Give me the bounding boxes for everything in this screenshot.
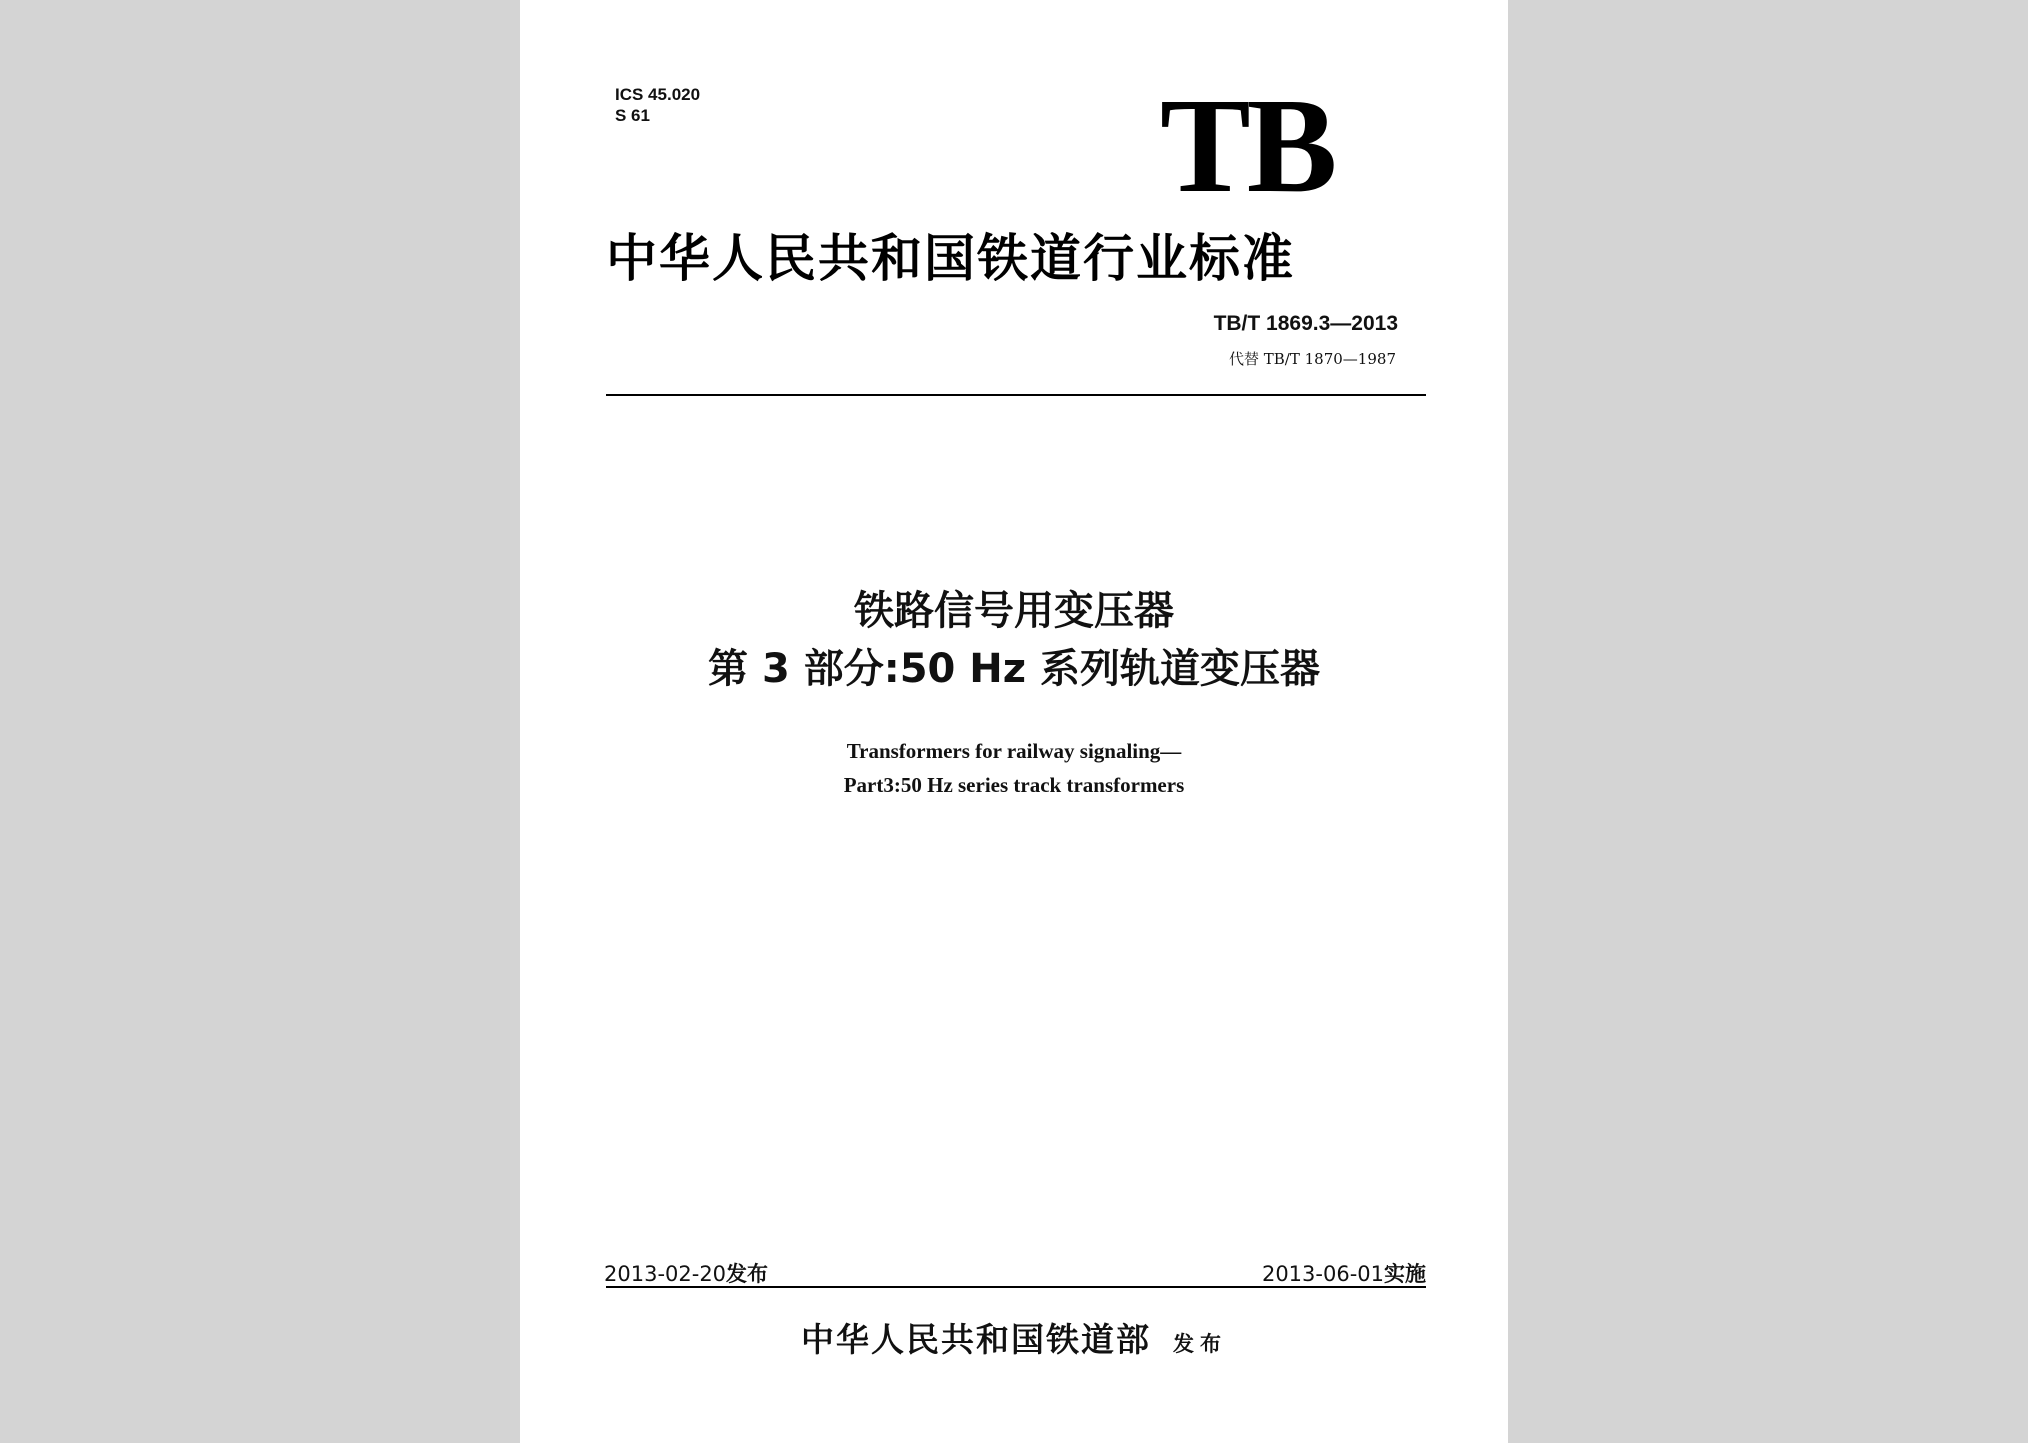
footer-divider — [606, 1286, 1426, 1288]
title-english — [520, 734, 1508, 802]
title-cn-line2: 第 3 部分:50 Hz 系列轨道变压器 — [708, 646, 1320, 692]
issue-label: 发布 — [726, 1262, 769, 1286]
replaces-standard: 代替 TB/T 1870—1987 — [1229, 350, 1396, 368]
title-en-line1: Transformers for railway signaling— — [846, 739, 1182, 763]
org-title: 中华人民共和国铁道行业标准 — [606, 229, 1296, 289]
effective-label: 实施 — [1384, 1262, 1426, 1286]
class-code: S 61 — [615, 106, 650, 125]
title-en-line2: Part3:50 Hz series track transformers — [843, 773, 1185, 797]
document-cover — [520, 0, 1508, 1443]
publisher-name: 中华人民共和国铁道部 — [801, 1320, 1151, 1359]
header-divider — [606, 394, 1426, 396]
issue-date-block — [604, 1258, 768, 1288]
title-cn-line1: 铁路信号用变压器 — [854, 588, 1174, 634]
publish-label: 发布 — [1173, 1331, 1227, 1356]
classification-codes — [615, 84, 700, 126]
standard-number: TB/T 1869.3—2013 — [1213, 312, 1398, 335]
ics-code: ICS 45.020 — [615, 85, 701, 104]
effective-date-block — [1262, 1258, 1426, 1288]
issue-date: 2013-02-20 — [604, 1262, 727, 1286]
effective-date: 2013-06-01 — [1261, 1262, 1384, 1286]
tb-logo: TB — [1160, 71, 1334, 221]
title-chinese — [520, 582, 1508, 698]
publisher-block — [520, 1314, 1508, 1361]
